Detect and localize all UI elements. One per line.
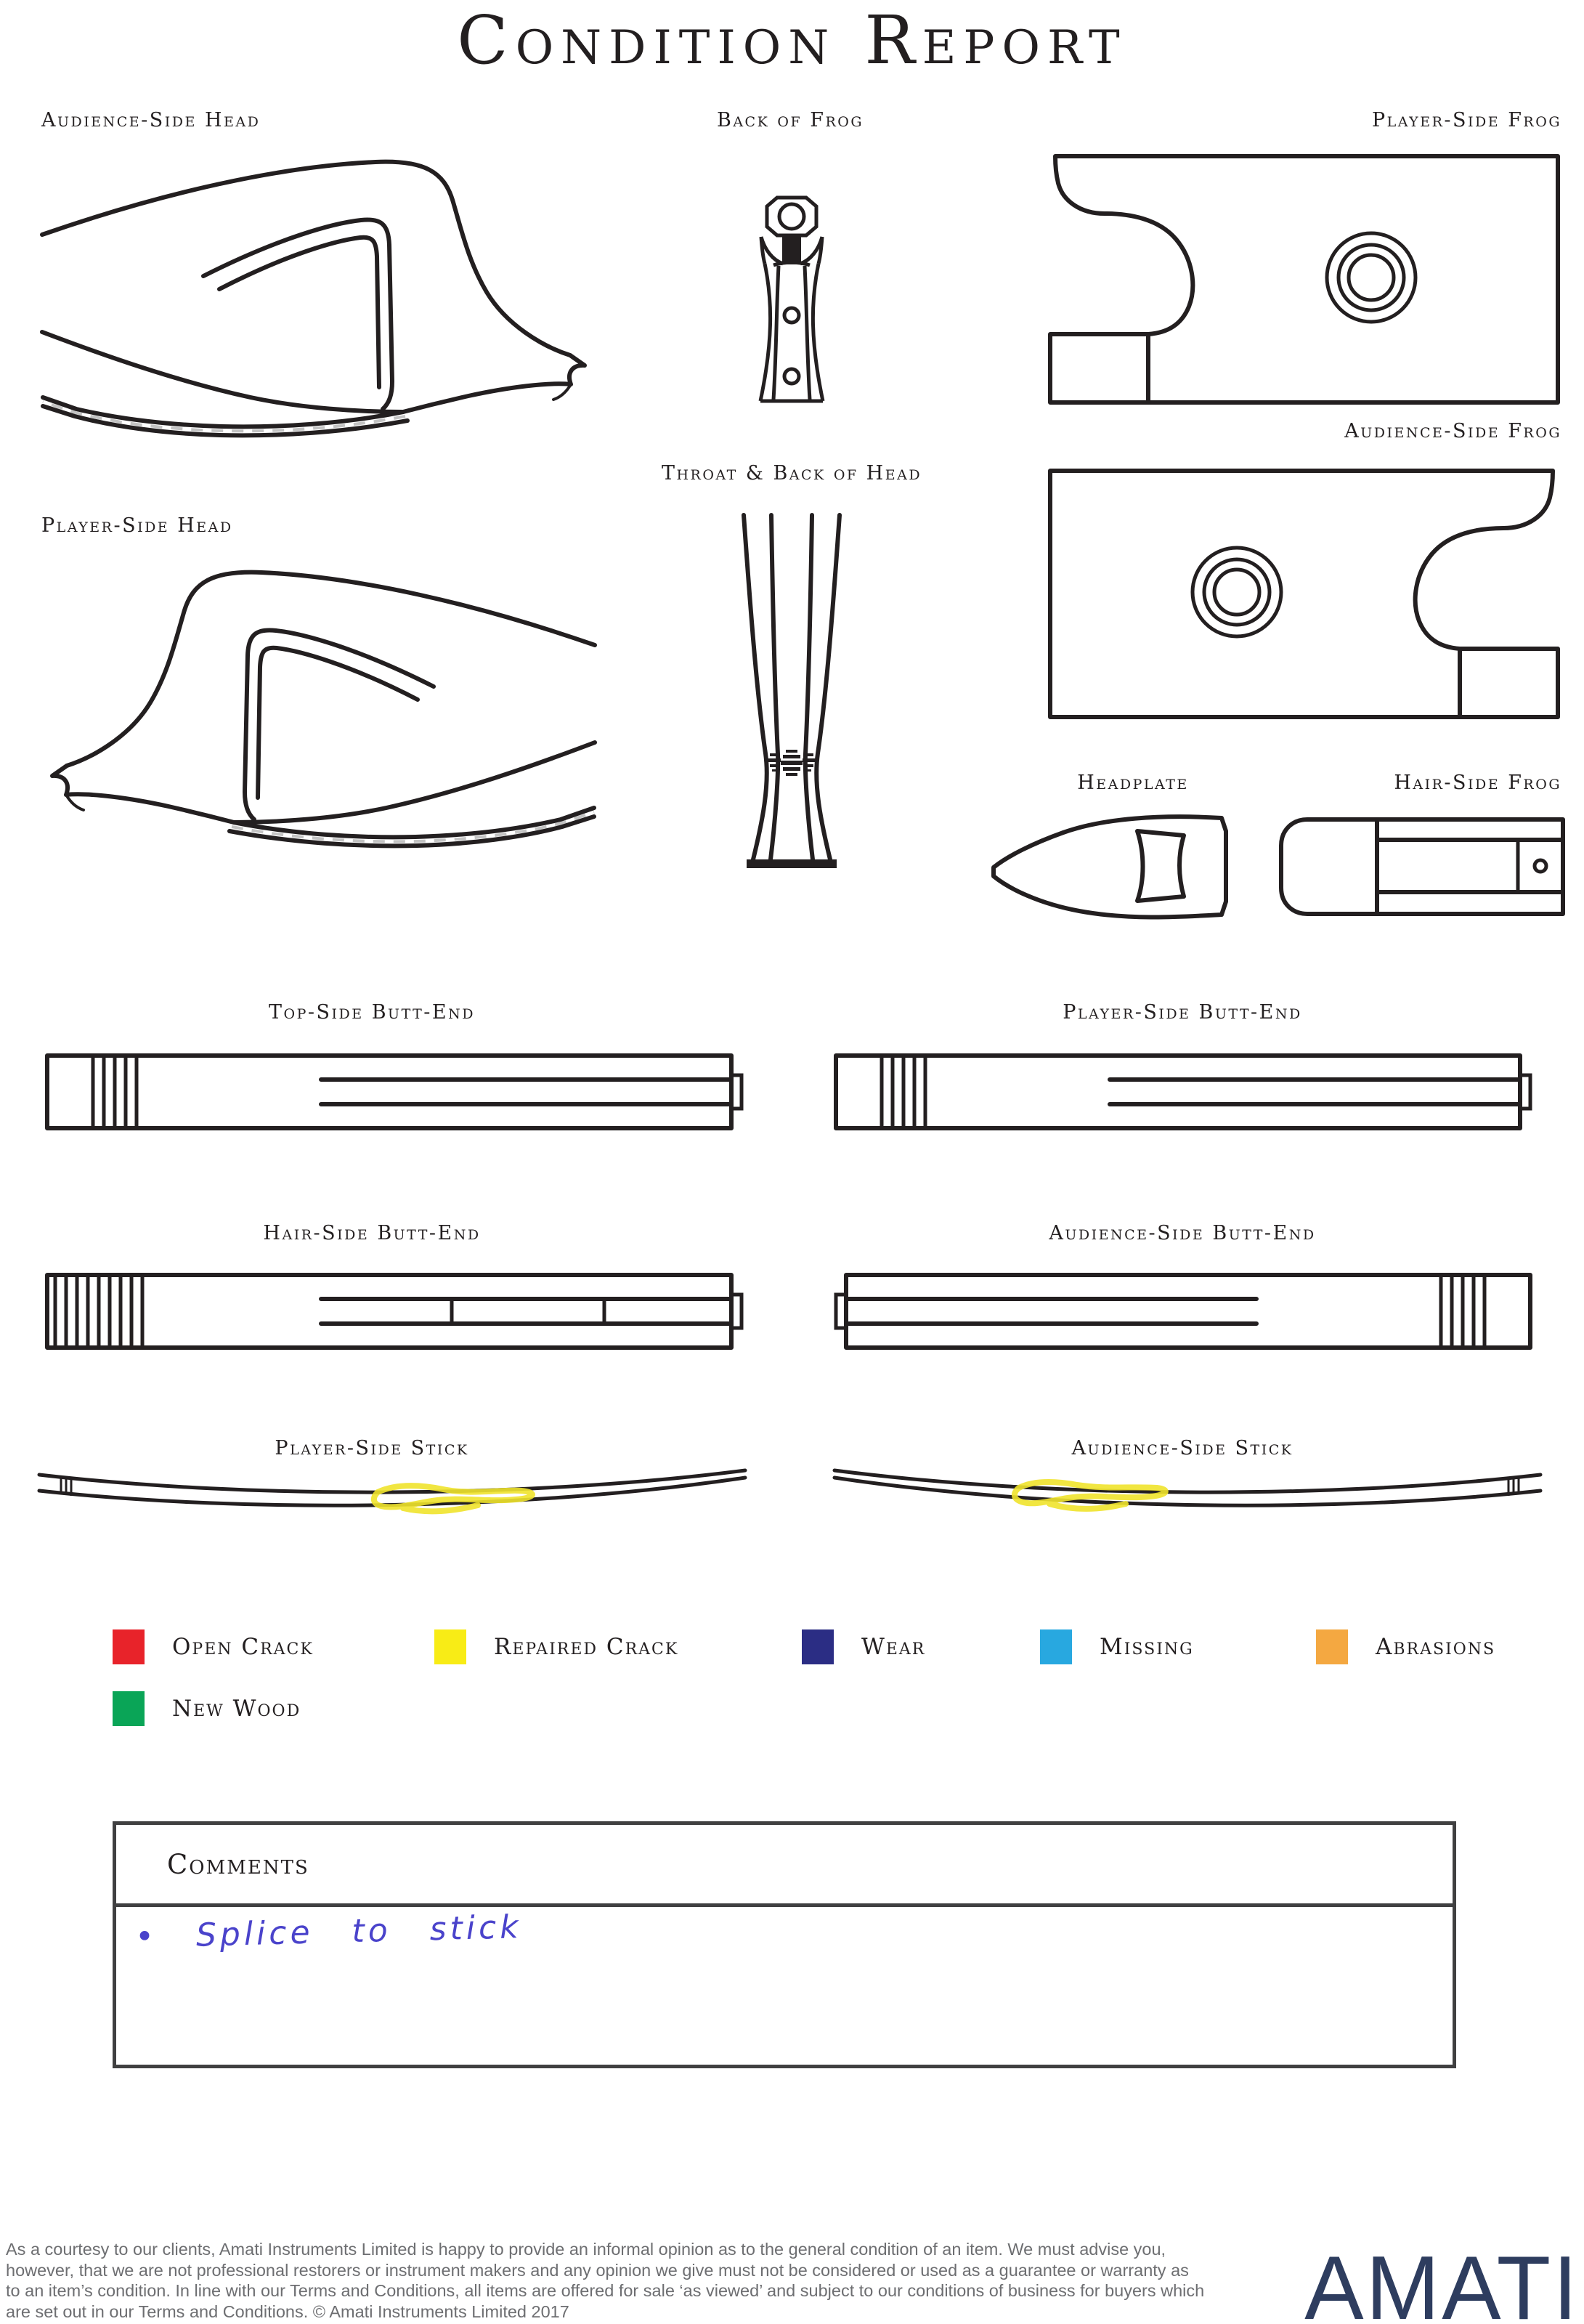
amati-logo: AMATI [1304,2238,1580,2324]
throat-hatch-marks [768,750,816,776]
label-audience-side-head: Audience-Side Head [41,109,261,131]
legend-label: Open Crack [172,1634,314,1660]
wear-swatch [802,1629,834,1664]
legend-label: Missing [1100,1634,1194,1660]
legend-label: New Wood [172,1696,301,1722]
label-player-side-frog: Player-Side Frog [1371,109,1561,131]
legend-item-missing [1040,1629,1194,1664]
player-side-butt-end-drawing [834,1053,1532,1130]
player-side-head-drawing [45,552,597,872]
throat-back-of-head-drawing [726,512,857,879]
audience-side-frog-drawing [1048,469,1560,719]
label-top-side-butt-end: Top-Side Butt-End [269,1001,475,1024]
label-player-side-stick: Player-Side Stick [275,1437,469,1459]
label-back-of-frog: Back of Frog [716,109,864,131]
label-player-side-head: Player-Side Head [41,514,233,537]
label-player-side-butt-end: Player-Side Butt-End [1063,1001,1302,1024]
legend-label: Abrasions [1376,1634,1496,1660]
hair-side-butt-end-drawing [45,1273,744,1350]
label-audience-side-butt-end: Audience-Side Butt-End [1049,1222,1316,1244]
hair-side-frog-drawing [1277,817,1566,917]
legend-item-wear [802,1629,925,1664]
page-title: Condition Report [457,1,1127,79]
legend-item-repaired-crack [434,1629,678,1664]
headplate-drawing [988,812,1227,920]
new-wood-swatch [113,1691,145,1726]
legend-label: Wear [861,1634,926,1660]
label-hair-side-frog: Hair-Side Frog [1394,772,1561,794]
player-stick-repaired-crack-mark [374,1486,532,1511]
repaired-crack-swatch [434,1629,466,1664]
audience-side-stick-drawing [832,1466,1543,1513]
legend-item-open-crack [113,1629,314,1664]
legend-item-new-wood [113,1691,301,1726]
player-side-frog-drawing [1048,154,1560,405]
abrasions-swatch [1316,1629,1348,1664]
label-throat-back-of-head: Throat & Back of Head [661,462,922,485]
legend-item-abrasions [1316,1629,1495,1664]
label-audience-side-stick: Audience-Side Stick [1071,1437,1293,1459]
label-headplate: Headplate [1077,772,1189,794]
disclaimer-text: As a courtesy to our clients, Amati Instruments Limited is happy to provide an informal opinion as to the general condition of an item. We must advise you, however, that we are not professional restorers or instrument makers and any opinion we give must not be considered or used as a guarantee or warranty as to an item’s condition. In line with our Terms and Conditions, all items are offered for sale ‘as viewed’ and subject to our conditions of business for buyers which are set out in our Terms and Conditions. © Amati Instruments Limited 2017 [6,2240,1205,2321]
comments-box [113,1821,1456,2068]
label-audience-side-frog: Audience-Side Frog [1344,420,1561,442]
audience-side-head-drawing [40,142,592,461]
back-of-frog-drawing [741,193,842,405]
top-side-butt-end-drawing [45,1053,744,1130]
handwritten-comment: • Splice to stick [134,1908,523,1956]
label-hair-side-butt-end: Hair-Side Butt-End [263,1222,481,1244]
comments-header: Comments [116,1825,1453,1907]
player-side-stick-drawing [36,1466,748,1513]
open-crack-swatch [113,1629,145,1664]
legend-label: Repaired Crack [494,1634,679,1660]
audience-side-butt-end-drawing [834,1273,1532,1350]
missing-swatch [1040,1629,1072,1664]
